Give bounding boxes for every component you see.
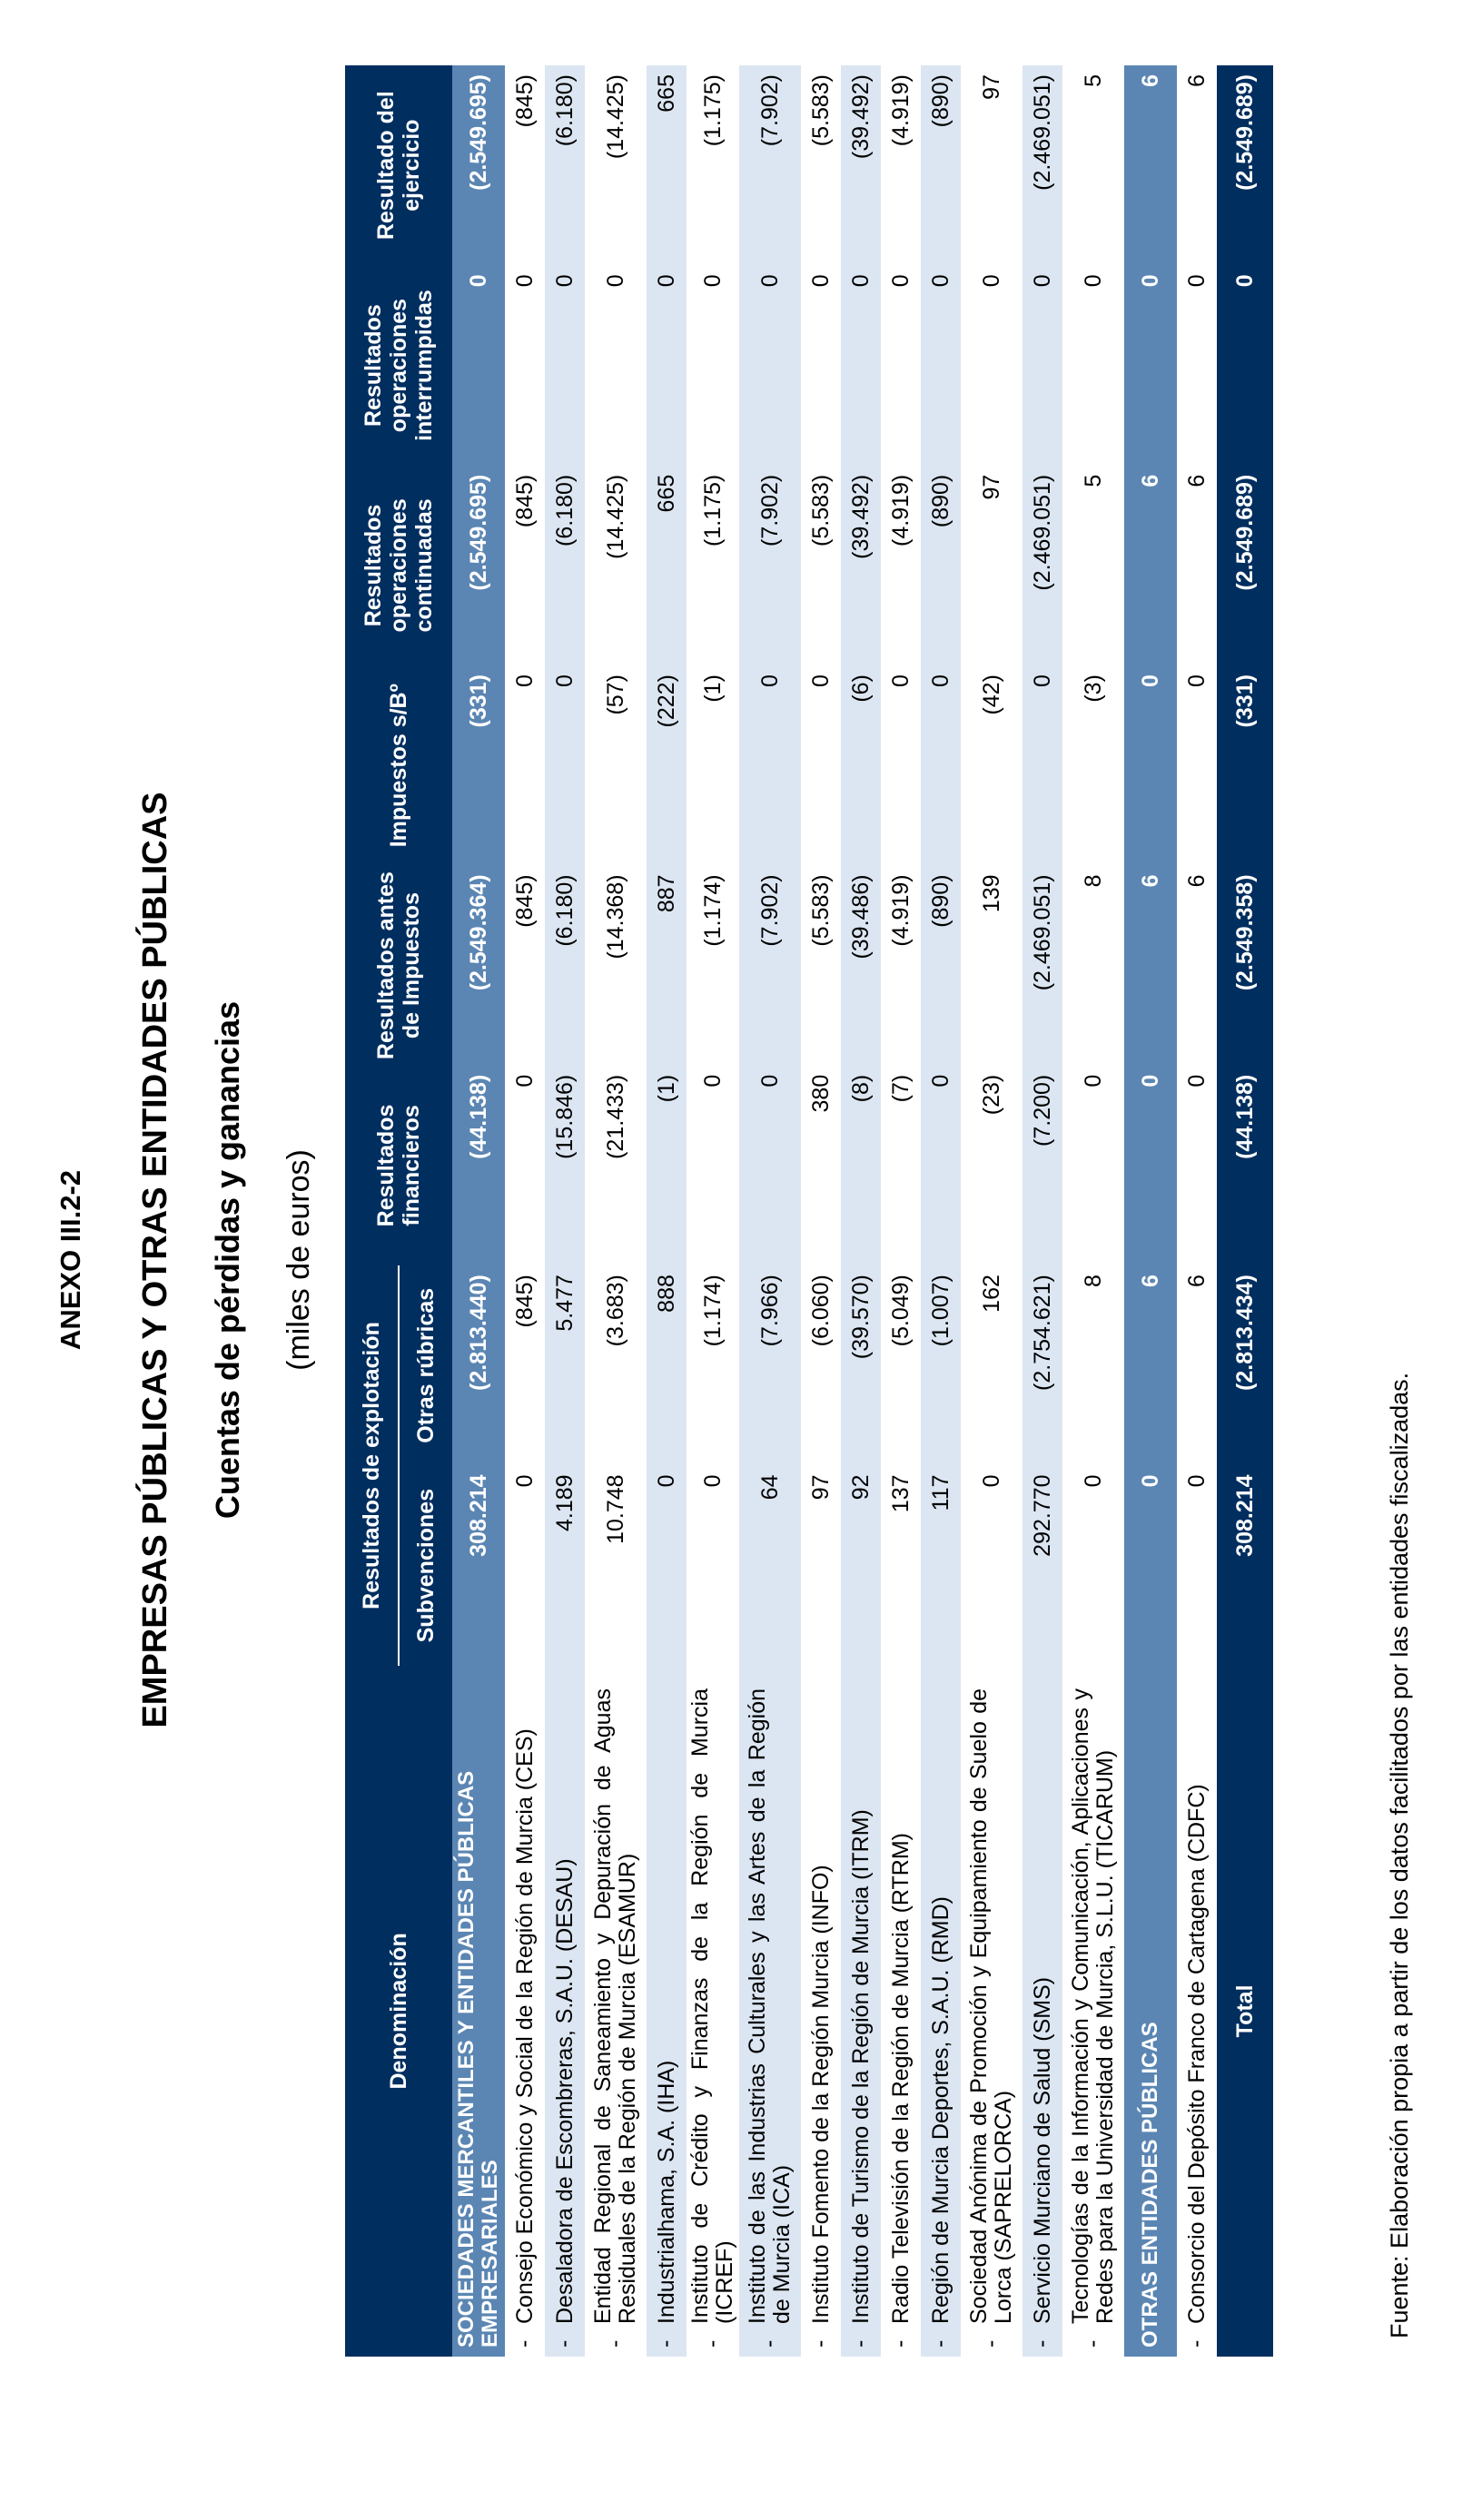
bullet-dash: - xyxy=(927,2339,953,2348)
cell: 92 xyxy=(841,1465,881,1665)
cell: (890) xyxy=(921,65,961,265)
sub-title: Cuentas de pérdidas y ganancias xyxy=(209,1000,246,1520)
cell: (1.174) xyxy=(699,874,726,947)
cell: (4.919) xyxy=(887,74,914,147)
cell: 0 xyxy=(647,265,687,465)
header-impuestos: Impuestos s/Bº xyxy=(345,665,452,865)
cell: 0 xyxy=(511,1474,538,1488)
cell: (15.846) xyxy=(545,1066,585,1265)
cell: 6 xyxy=(1183,874,1210,888)
source-note: Fuente: Elaboración propia a partir de los datos facilitados por las entidades fiscalizadas. xyxy=(1386,1372,1413,2338)
cell: 97 xyxy=(978,74,1004,100)
cell: 97 xyxy=(978,474,1004,500)
table-row xyxy=(1177,65,1217,2357)
cell: (845) xyxy=(511,474,538,528)
table-row xyxy=(739,65,801,2357)
cell: 0 xyxy=(1217,265,1273,465)
table-row xyxy=(687,65,739,2357)
bullet-dash: - xyxy=(1183,2339,1210,2348)
cell: 6 xyxy=(1124,1265,1177,1465)
table-row xyxy=(881,65,921,2357)
cell: 64 xyxy=(739,1465,801,1665)
bullet-dash: - xyxy=(807,2339,834,2348)
cell: 0 xyxy=(978,274,1004,288)
cell: 0 xyxy=(739,1066,801,1265)
cell: 6 xyxy=(1124,65,1177,265)
cell: 665 xyxy=(647,466,687,665)
bullet-dash: - xyxy=(977,2339,1003,2348)
cell: (4.919) xyxy=(887,874,914,947)
cell: (14.425) xyxy=(602,74,628,160)
cell: (2.469.051) xyxy=(1022,466,1062,665)
cell: 0 xyxy=(807,674,834,687)
cell: 0 xyxy=(545,665,585,865)
entity-name: Consorcio del Depósito Franco de Cartagena (CDFC) xyxy=(1183,1784,1210,2324)
section-title: SOCIEDADES MERCANTILES Y ENTIDADES PÚBLICAS EMPRESARIALES xyxy=(452,1666,505,2357)
header-ejercicio: Resultado del ejercicio xyxy=(345,65,452,265)
cell: (2.549.689) xyxy=(1217,65,1273,265)
cell: (222) xyxy=(647,665,687,865)
table-row xyxy=(505,65,545,2357)
table-row xyxy=(585,65,647,2357)
bullet-dash: - xyxy=(511,2339,538,2348)
cell: 10.748 xyxy=(602,1474,628,1544)
cell: 6 xyxy=(1183,474,1210,487)
header-financieros: Resultados financieros xyxy=(345,1066,452,1265)
cell: 4.189 xyxy=(545,1465,585,1665)
cell: (44.138) xyxy=(1217,1066,1273,1265)
cell: (1.007) xyxy=(921,1265,961,1465)
cell: (7.902) xyxy=(739,865,801,1065)
cell: 0 xyxy=(1183,274,1210,288)
cell: (2.549.695) xyxy=(452,466,505,665)
cell: (7.966) xyxy=(739,1265,801,1465)
cell: (21.433) xyxy=(602,1074,628,1159)
entity-name: Industrialhama, S.A. (IHA) xyxy=(653,2060,679,2324)
entity-name: Instituto de Crédito y Finanzas de la Región de Murcia (ICREF) xyxy=(687,1688,737,2324)
cell: (39.492) xyxy=(841,466,881,665)
header-subvenciones: Subvenciones xyxy=(399,1465,452,1665)
cell: 117 xyxy=(921,1465,961,1665)
entity-name: Región de Murcia Deportes, S.A.U. (RMD) xyxy=(927,1896,953,2324)
cell: (6) xyxy=(841,665,881,865)
cell: 97 xyxy=(807,1474,834,1501)
cell: (1.175) xyxy=(699,74,726,147)
cell: (2.469.051) xyxy=(1022,865,1062,1065)
cell: (3.683) xyxy=(602,1275,628,1347)
cell: (5.583) xyxy=(807,874,834,947)
table-row xyxy=(921,65,961,2357)
entity-name: Instituto de Turismo de la Región de Murcia (ITRM) xyxy=(847,1809,874,2324)
cell: 0 xyxy=(1183,1474,1210,1488)
cell: (7) xyxy=(887,1074,914,1103)
cell: (5.583) xyxy=(807,74,834,147)
entity-name: Consejo Económico y Social de la Región de Murcia (CES) xyxy=(511,1728,538,2324)
table-row xyxy=(545,65,585,2357)
cell: 0 xyxy=(1124,1465,1177,1665)
cell: (2.813.440) xyxy=(452,1265,505,1465)
cell: (5.583) xyxy=(807,474,834,546)
cell: 0 xyxy=(511,674,538,687)
cell: (39.570) xyxy=(841,1265,881,1465)
cell: (6.180) xyxy=(545,466,585,665)
cell: 0 xyxy=(647,1465,687,1665)
cell: (845) xyxy=(511,74,538,128)
cell: 0 xyxy=(921,665,961,865)
cell: (1) xyxy=(699,674,726,703)
cell: 5 xyxy=(1080,474,1106,487)
entity-name: Desaladora de Escombreras, S.A.U. (DESAU) xyxy=(551,1858,578,2324)
cell: 6 xyxy=(1183,74,1210,87)
cell: (7.902) xyxy=(739,466,801,665)
entity-name: Instituto Fomento de la Región Murcia (INFO) xyxy=(807,1865,834,2324)
cell: (1.174) xyxy=(699,1275,726,1347)
cell: (331) xyxy=(1217,665,1273,865)
cell: (331) xyxy=(452,665,505,865)
cell: (6.060) xyxy=(807,1275,834,1347)
cell: 308.214 xyxy=(452,1465,505,1665)
cell: 0 xyxy=(1124,665,1177,865)
cell: 0 xyxy=(921,1066,961,1265)
cell: 0 xyxy=(699,1074,726,1088)
cell: (1) xyxy=(647,1066,687,1265)
cell: (2.549.358) xyxy=(1217,865,1273,1065)
bullet-dash: - xyxy=(1079,2339,1105,2348)
cell: 6 xyxy=(1124,865,1177,1065)
bullet-dash: - xyxy=(847,2339,874,2348)
cell: 308.214 xyxy=(1217,1465,1273,1665)
cell: (2.549.364) xyxy=(452,865,505,1065)
header-interrumpidas: Resultados operaciones interrumpidas xyxy=(345,265,452,465)
cell: (4.919) xyxy=(887,474,914,546)
entity-name: Sociedad Anónima de Promoción y Equipamiento de Suelo de Lorca (SAPRELORCA) xyxy=(966,1688,1016,2324)
cell: 0 xyxy=(887,274,914,288)
entity-name: Tecnologías de la Información y Comunicación, Aplicaciones y Redes para la Universidad de Murcia, S.L.U. (TICARUM) xyxy=(1068,1688,1118,2324)
cell: (23) xyxy=(978,1074,1004,1116)
bullet-dash: - xyxy=(1029,2339,1055,2348)
cell: 137 xyxy=(887,1474,914,1513)
cell: 139 xyxy=(978,874,1004,913)
total-row xyxy=(1217,65,1273,2357)
cell: (1.175) xyxy=(699,474,726,546)
table-row xyxy=(801,65,841,2357)
cell: 0 xyxy=(1080,1074,1106,1088)
cell: 5.477 xyxy=(545,1265,585,1465)
total-label: Total xyxy=(1217,1666,1273,2357)
header-explotacion: Resultados de explotación xyxy=(345,1265,399,1666)
table-row xyxy=(841,65,881,2357)
cell: 0 xyxy=(1183,674,1210,687)
entity-name: Servicio Murciano de Salud (SMS) xyxy=(1029,1976,1055,2324)
cell: 0 xyxy=(1080,1474,1106,1488)
header-otras-rubricas: Otras rúbricas xyxy=(399,1265,452,1465)
cell: (890) xyxy=(921,466,961,665)
cell: 0 xyxy=(978,1474,1004,1488)
cell: (845) xyxy=(511,1275,538,1328)
cell: 6 xyxy=(1183,1275,1210,1288)
results-table-wrap xyxy=(345,65,1273,2357)
cell: (7.200) xyxy=(1022,1066,1062,1265)
cell: 0 xyxy=(1183,1074,1210,1088)
cell: (5.049) xyxy=(887,1275,914,1347)
section-title: OTRAS ENTIDADES PÚBLICAS xyxy=(1124,1666,1177,2357)
cell: (2.754.621) xyxy=(1022,1265,1062,1465)
cell: 665 xyxy=(647,65,687,265)
cell: 888 xyxy=(647,1265,687,1465)
cell: 0 xyxy=(1022,265,1062,465)
bullet-dash: - xyxy=(698,2339,725,2348)
table-row xyxy=(1062,65,1124,2357)
cell: 8 xyxy=(1080,874,1106,888)
header-continuadas: Resultados operaciones continuadas xyxy=(345,466,452,665)
cell: 0 xyxy=(602,274,628,288)
cell: 0 xyxy=(739,265,801,465)
cell: 0 xyxy=(545,265,585,465)
bullet-dash: - xyxy=(887,2339,914,2348)
cell: (57) xyxy=(602,674,628,715)
cell: (7.902) xyxy=(739,65,801,265)
cell: 0 xyxy=(841,265,881,465)
cell: 5 xyxy=(1080,74,1106,87)
annex-title: ANEXO III.2-2 xyxy=(54,1169,86,1351)
cell: 0 xyxy=(1080,274,1106,288)
cell: 0 xyxy=(921,265,961,465)
cell: (42) xyxy=(978,674,1004,715)
cell: 0 xyxy=(1124,1066,1177,1265)
cell: 0 xyxy=(699,274,726,288)
cell: 0 xyxy=(511,1074,538,1088)
cell: 0 xyxy=(452,265,505,465)
cell: 0 xyxy=(807,274,834,288)
table-row xyxy=(1022,65,1062,2357)
section-row xyxy=(452,65,505,2357)
bullet-dash: - xyxy=(756,2339,782,2348)
bullet-dash: - xyxy=(653,2339,679,2348)
cell: 0 xyxy=(739,665,801,865)
cell: (2.549.695) xyxy=(452,65,505,265)
cell: 292.770 xyxy=(1022,1465,1062,1665)
cell: 8 xyxy=(1080,1275,1106,1288)
cell: 0 xyxy=(887,674,914,687)
bullet-dash: - xyxy=(551,2339,578,2348)
entity-name: Instituto de las Industrias Culturales y las Artes de la Región de Murcia (ICA) xyxy=(745,1688,795,2324)
cell: 380 xyxy=(807,1074,834,1113)
cell: (2.469.051) xyxy=(1022,65,1062,265)
units-label: (miles de euros) xyxy=(282,1149,316,1371)
cell: (6.180) xyxy=(545,865,585,1065)
cell: 887 xyxy=(647,865,687,1065)
results-table xyxy=(345,65,1273,2357)
section-row xyxy=(1124,65,1177,2357)
cell: (890) xyxy=(921,865,961,1065)
cell: 0 xyxy=(511,274,538,288)
cell: 0 xyxy=(1124,265,1177,465)
cell: (8) xyxy=(841,1066,881,1265)
header-antes-impuestos: Resultados antes de Impuestos xyxy=(345,865,452,1065)
cell: (14.425) xyxy=(602,474,628,559)
cell: (14.368) xyxy=(602,874,628,960)
main-title: EMPRESAS PÚBLICAS Y OTRAS ENTIDADES PÚBLICAS xyxy=(136,792,174,1728)
cell: (845) xyxy=(511,874,538,928)
cell: 6 xyxy=(1124,466,1177,665)
cell: 162 xyxy=(978,1275,1004,1313)
cell: 0 xyxy=(699,1474,726,1488)
cell: (2.813.434) xyxy=(1217,1265,1273,1465)
bullet-dash: - xyxy=(601,2339,627,2348)
cell: (39.492) xyxy=(841,65,881,265)
entity-name: Entidad Regional de Saneamiento y Depuración de Aguas Residuales de la Región de Murcia (ESAMUR) xyxy=(590,1688,640,2324)
cell: (3) xyxy=(1080,674,1106,703)
cell: (44.138) xyxy=(452,1066,505,1265)
table-row xyxy=(961,65,1022,2357)
cell: 0 xyxy=(1022,665,1062,865)
cell: (39.486) xyxy=(841,865,881,1065)
cell: (2.549.689) xyxy=(1217,466,1273,665)
entity-name: Radio Televisión de la Región de Murcia (RTRM) xyxy=(887,1833,914,2324)
cell: (6.180) xyxy=(545,65,585,265)
table-row xyxy=(647,65,687,2357)
header-denominacion: Denominación xyxy=(345,1666,452,2357)
